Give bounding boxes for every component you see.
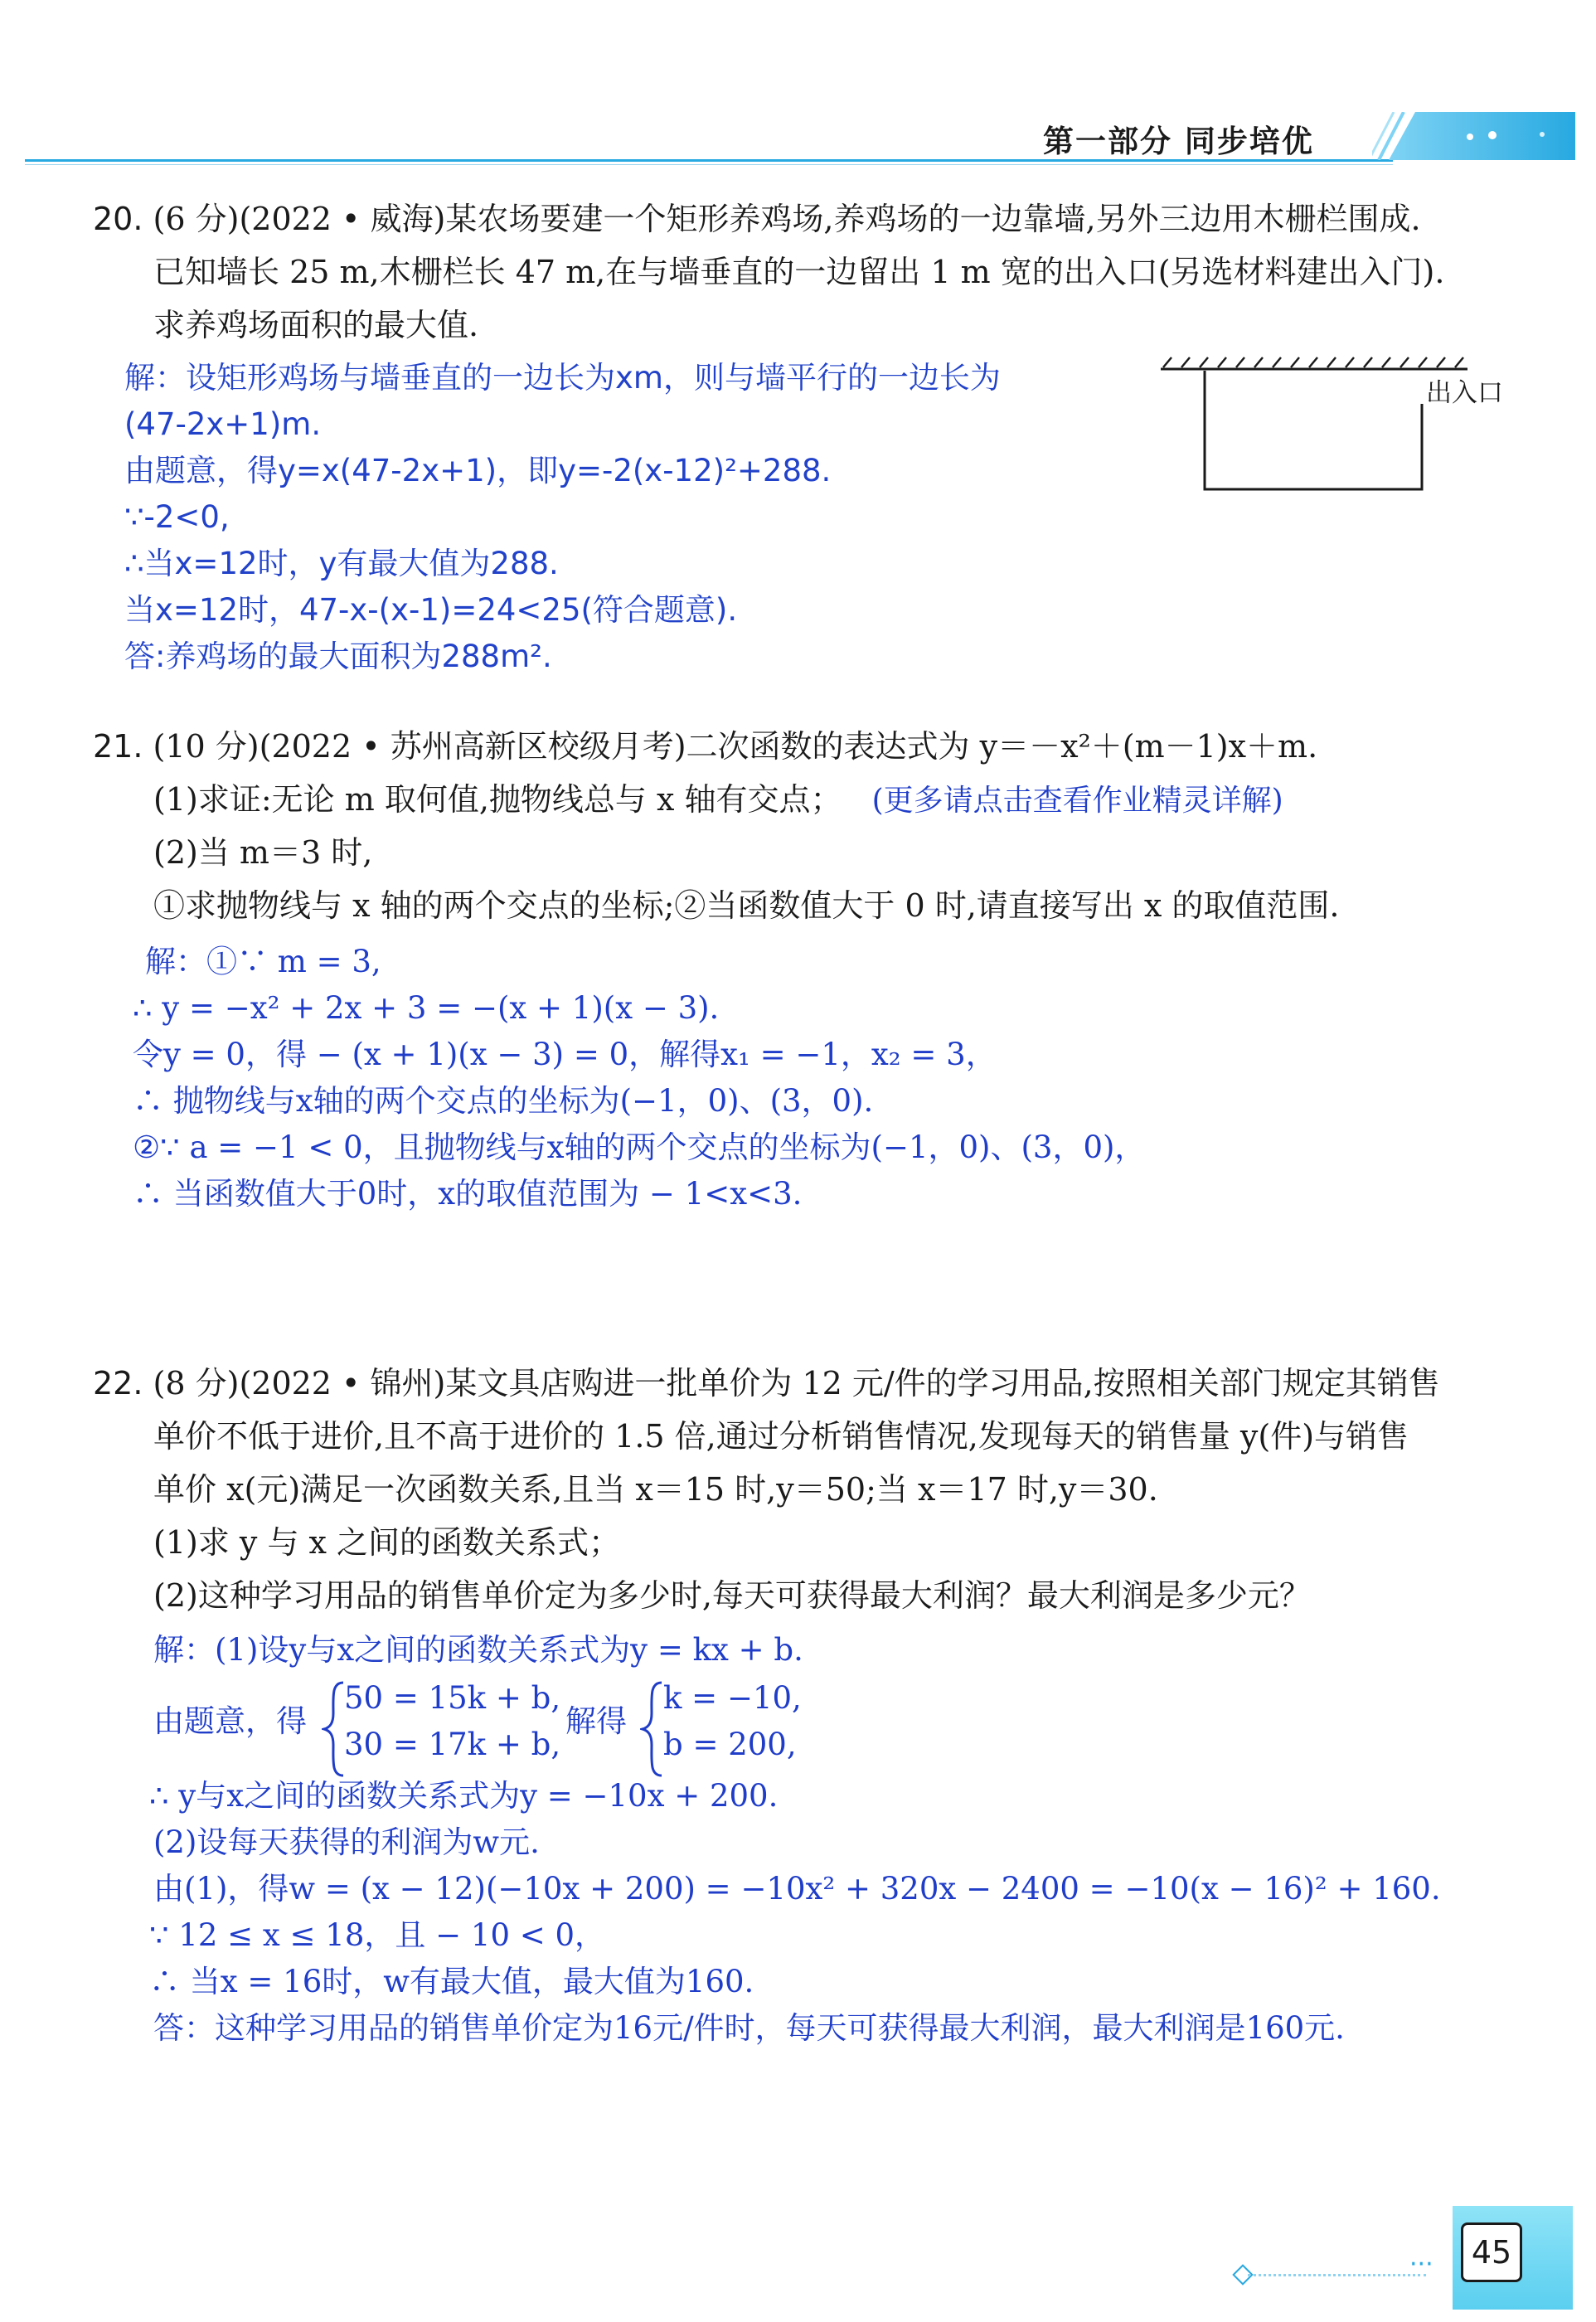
q21-solution-3: 令y = 0，得 − (x + 1)(x − 3) = 0，解得x₁ = −1，x₂ = 3， (133, 1037, 997, 1072)
footer-ellipsis: ··· (1409, 2250, 1433, 2279)
q21-solution-4: ∴ 抛物线与x轴的两个交点的坐标为(−1，0)、(3，0). (133, 1083, 874, 1119)
q22-number: 22. (93, 1365, 143, 1401)
q21-solution-1: 解：①∵ m = 3, (145, 944, 381, 979)
more-details-link[interactable]: (更多请点击查看作业精灵详解) (871, 784, 1283, 818)
q21-line-1 (93, 720, 1317, 773)
q20-solution-6: 当x=12时，47-x-(x-1)=24<25(符合题意). (124, 592, 738, 628)
q22-solution-3: ∴ y与x之间的函数关系式为y = −10x + 200. (149, 1778, 779, 1814)
q22-result-k: k = −10, (663, 1680, 802, 1716)
q20-solution-2: (47-2x+1)m. (124, 406, 322, 442)
q21-line-2 (153, 773, 1283, 828)
left-brace-2 (640, 1680, 665, 1778)
left-brace-1 (322, 1680, 347, 1778)
q21-solution-2: ∴ y = −x² + 2x + 3 = −(x + 1)(x − 3). (133, 990, 720, 1026)
q22-line-5: (2)这种学习用品的销售单价定为多少时,每天可获得最大利润？最大利润是多少元？ (153, 1577, 1311, 1614)
q22-line-3: 单价 x(元)满足一次函数关系,且当 x＝15 时,y＝50;当 x＝17 时,y＝30. (153, 1471, 1158, 1508)
q20-number: 20. (93, 201, 143, 237)
q20-line-1 (93, 192, 1421, 245)
q22-solve-label: 解得 (565, 1703, 627, 1739)
q22-solution-5: 由(1)，得w = (x − 12)(−10x + 200) = −10x² + 320x − 2400 = −10(x − 16)² + 160. (153, 1871, 1441, 1907)
q20-text-1: (6 分)(2022 • 威海)某农场要建一个矩形养鸡场,养鸡场的一边靠墙,另外三边用木栅栏围成. (153, 201, 1421, 237)
q21-text-2: (1)求证:无论 m 取何值,抛物线总与 x 轴有交点； (153, 781, 842, 818)
header-decoration (1372, 112, 1575, 160)
q22-solution-4: (2)设每天获得的利润为w元. (153, 1824, 540, 1860)
q21-line-3: (2)当 m＝3 时, (153, 834, 373, 871)
q20-line-2: 已知墙长 25 m,木栅栏长 47 m,在与墙垂直的一边留出 1 m 宽的出入口(另选材料建出入门). (153, 254, 1445, 290)
q20-solution-3: 由题意，得y=x(47-2x+1)，即y=-2(x-12)²+288. (124, 453, 832, 488)
q22-system-eq2: 30 = 17k + b, (344, 1727, 561, 1762)
q20-solution-4: ∵-2<0, (124, 499, 230, 535)
q22-line-2: 单价不低于进价,且不高于进价的 1.5 倍,通过分析销售情况,发现每天的销售量 y(件)与销售 (153, 1418, 1409, 1455)
q22-system-eq1: 50 = 15k + b, (344, 1680, 561, 1716)
q21-solution-5: ②∵ a = −1 < 0，且抛物线与x轴的两个交点的坐标为(−1，0)、(3，0)， (133, 1129, 1146, 1165)
q22-solution-8: 答：这种学习用品的销售单价定为16元/件时，每天可获得最大利润，最大利润是160元. (153, 2010, 1345, 2046)
q21-text-1: (10 分)(2022 • 苏州高新区校级月考)二次函数的表达式为 y＝－x²＋(m－1)x＋m. (153, 728, 1318, 765)
q22-line-4: (1)求 y 与 x 之间的函数关系式； (153, 1524, 621, 1561)
q20-solution-1: 解：设矩形鸡场与墙垂直的一边长为xm，则与墙平行的一边长为 (124, 360, 1001, 396)
q22-text-1: (8 分)(2022 • 锦州)某文具店购进一批单价为 12 元/件的学习用品,按照相关部门规定其销售 (153, 1365, 1440, 1401)
page-number: 45 (1461, 2222, 1522, 2282)
q20-solution-5: ∴当x=12时，y有最大值为288. (124, 546, 559, 581)
q21-number: 21. (93, 728, 143, 765)
q22-result-b: b = 200, (663, 1727, 797, 1762)
q22-solution-6: ∵ 12 ≤ x ≤ 18，且 − 10 < 0， (149, 1917, 606, 1953)
header-thin-rule (25, 164, 1393, 165)
q22-line-1 (93, 1357, 1440, 1410)
q21-solution-6: ∴ 当函数值大于0时，x的取值范围为 − 1<x<3. (133, 1176, 803, 1212)
q20-line-3: 求养鸡场面积的最大值. (153, 307, 479, 343)
footer-dotted-line (1248, 2274, 1426, 2276)
section-title: 第一部分 同步培优 (1043, 124, 1314, 159)
entrance-label: 出入口 (1426, 378, 1503, 408)
q22-system-prefix: 由题意，得 (153, 1703, 307, 1739)
q20-solution-7: 答:养鸡场的最大面积为288m². (124, 639, 552, 674)
q22-solution-7: ∴ 当x = 16时，w有最大值，最大值为160. (149, 1964, 754, 1999)
q21-line-4: ①求抛物线与 x 轴的两个交点的坐标;②当函数值大于 0 时,请直接写出 x 的取值范围. (153, 887, 1340, 924)
q22-solution-1: 解：(1)设y与x之间的函数关系式为y = kx + b. (153, 1632, 803, 1668)
